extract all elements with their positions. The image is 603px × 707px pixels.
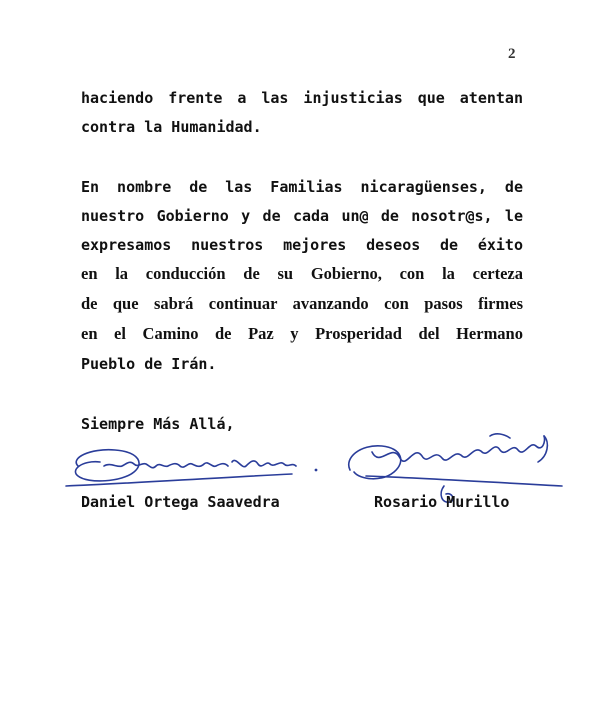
closing-line: Siempre Más Allá, [81,415,235,433]
paragraph-2-line-2: nuestro Gobierno y de cada un@ de nosotr@s, le [81,207,523,225]
paragraph-2-line-6: en el Camino de Paz y Prosperidad del Hermano [81,324,523,343]
paragraph-2-line-1: En nombre de las Familias nicaragüenses, de [81,178,523,196]
signatory-left-name: Daniel Ortega Saavedra [81,493,280,511]
signatory-right-name: Rosario Murillo [374,493,510,511]
paragraph-2-line-4: en la conducción de su Gobierno, con la certeza [81,264,523,283]
paragraph-2-line-5: de que sabrá continuar avanzando con pasos firmes [81,294,523,313]
paragraph-2-line-3: expresamos nuestros mejores deseos de éxito [81,236,523,254]
paragraph-2-line-7: Pueblo de Irán. [81,355,217,373]
paragraph-1-line-1: haciendo frente a las injusticias que atentan [81,89,523,107]
left-signature [60,440,330,495]
page-number: 2 [508,46,516,62]
paragraph-1-line-2: contra la Humanidad. [81,118,262,136]
